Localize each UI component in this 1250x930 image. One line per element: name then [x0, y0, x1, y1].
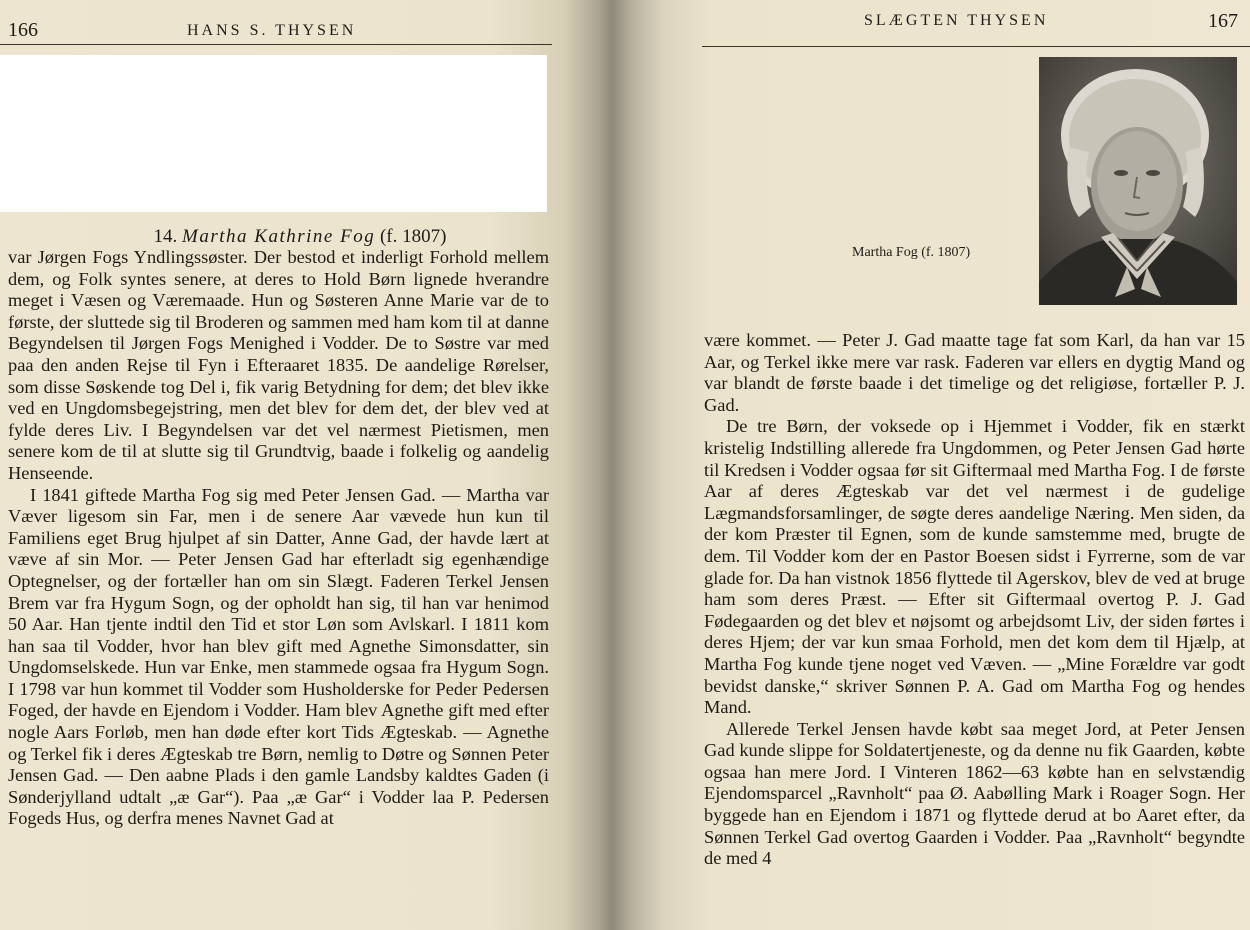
running-head: HANS S. THYSEN: [187, 22, 357, 39]
page-number: 166: [8, 19, 38, 41]
entry-heading: [0, 226, 600, 248]
running-head: SLÆGTEN THYSEN: [864, 12, 1049, 29]
portrait-photo: [1039, 57, 1237, 305]
entry-name: Martha Kathrine Fog: [182, 226, 376, 247]
paragraph: I 1841 giftede Martha Fog sig med Peter Jensen Gad. — Martha var Væver ligesom sin Far, men i de senere Aar vævede hun kun til Familiens eget Brug hjulpet af sin Datter, Anne Gad, der havde lært at væve af sin Mor. — Peter Jensen Gad har efterladt sig egenhændige Optegnelser, og der fortæller han om sin Slægt. Faderen Terkel Jensen Brem var fra Hygum Sogn, og der opholdt han sig, til han var henimod 50 Aar. Han tjente indtil den Tid et stor Løn som Avlskarl. I 1811 kom han saa til Vodder, hvor han blev gift med Agnethe Simonsdatter, sin Ungdomselskede. Hun var Enke, men stammede ogsaa fra Hygum Sogn. I 1798 var hun kommet til Vodder som Husholderske for Peder Pedersen Foged, der havde en Ejendom i Vodder. Ham blev Agnethe gift med efter nogle Aars Forløb, men han døde efter kort Tids Ægteskab. — Agnethe og Terkel fik i deres Ægteskab tre Børn, nemlig to Døtre og Sønnen Peter Jensen Gad. — Den aabne Plads i den gamle Landsby kaldtes Gaden (i Sønderjylland udtalt „æ Gar“). Paa „æ Gar“ i Vodder laa P. Pedersen Fogeds Hus, og derfra menes Navnet Gad at: [8, 484, 549, 829]
entry-birth: (f. 1807): [379, 226, 447, 247]
header-rule: [0, 44, 552, 45]
paragraph: være kommet. — Peter J. Gad maatte tage fat som Karl, da han var 15 Aar, og Terkel ikke mere var rask. Faderen var ellers en dygtig Mand og var blandt de første baade i det timelige og det religiøse, fortæller P. J. Gad.: [704, 330, 1245, 415]
right-page: [612, 0, 1250, 930]
page-number: 167: [1208, 10, 1238, 32]
entry-number: 14.: [153, 226, 178, 247]
paragraph: De tre Børn, der voksede op i Hjemmet i Vodder, fik en stærkt kristelig Indstilling allerede fra Ungdommen, og Peter Jensen Gad hørte til Kredsen i Vodder ogsaa før sit Giftermaal med Martha Fog. I de første Aar af deres Ægteskab var det vel nærmest i de gudelige Lægmandsforsamlinger, de søgte deres aandelige Næring. Men siden, da der kom Præster til Egnen, som de kunde samstemme med, brugte de dem. Til Vodder kom der en Pastor Boesen sidst i Fyrrerne, som de var glade for. Da han vistnok 1856 flyttede til Agerskov, blev de ved at bruge ham som deres Præst. — Efter sit Giftermaal overtog P. J. Gad Fødegaarden og det blev et nøjsomt og arbejdsomt Liv, der siden førtes i deres Hjem; der var kun smaa Forhold, men det kom dem til Hjælp, at Martha Fog kunde tjene noget ved Væven. — „Mine Forældre var godt bevidst danske,“ skriver Sønnen P. A. Gad om Martha Fog og hendes Mand.: [704, 416, 1245, 718]
paragraph: var Jørgen Fogs Yndlingssøster. Der bestod et inderligt Forhold mellem dem, og Folk syntes senere, at deres to Hold Børn lignede hverandre meget i Væsen og Væremaade. Hun og Søsteren Anne Marie var de to første, der sluttede sig til Broderen og sammen med ham kom til at danne Begyndelsen til Jørgen Fogs Menighed i Vodder. De to Søstre var med paa den anden Rejse til Fyn i Efteraaret 1835. De aandelige Rørelser, som disse Søskende tog Del i, fik varig Betydning for dem; det blev ikke ved en Ungdomsbegejstring, men det blev for dem det, der blev ved at fylde deres Liv. I Begyndelsen var det vel nærmest Pietismen, men senere kom de til at slutte sig til Grundtvig, baade i folkelig og aandelig Henseende.: [8, 247, 549, 483]
header-rule: [702, 46, 1250, 47]
portrait-illustration: [1039, 57, 1237, 305]
right-body-text: [704, 330, 1245, 870]
blank-image-area: [0, 55, 547, 212]
photo-caption: Martha Fog (f. 1807): [852, 245, 971, 260]
left-page: [0, 0, 612, 930]
left-body-text: [8, 247, 549, 830]
paragraph: Allerede Terkel Jensen havde købt saa meget Jord, at Peter Jensen Gad kunde slippe for Soldatertjeneste, og da denne nu fik Gaarden, købte ogsaa han mere Jord. I Vinteren 1862—63 købte han en selvstændig Ejendomsparcel „Ravnholt“ paa Ø. Aabølling Mark i Roager Sogn. Her byggede han en Ejendom i 1871 og flyttede derud at bo Aaret efter, da Sønnen Terkel Gad overtog Gaarden i Vodder. Paa „Ravnholt“ begyndte de med 4: [704, 718, 1245, 869]
